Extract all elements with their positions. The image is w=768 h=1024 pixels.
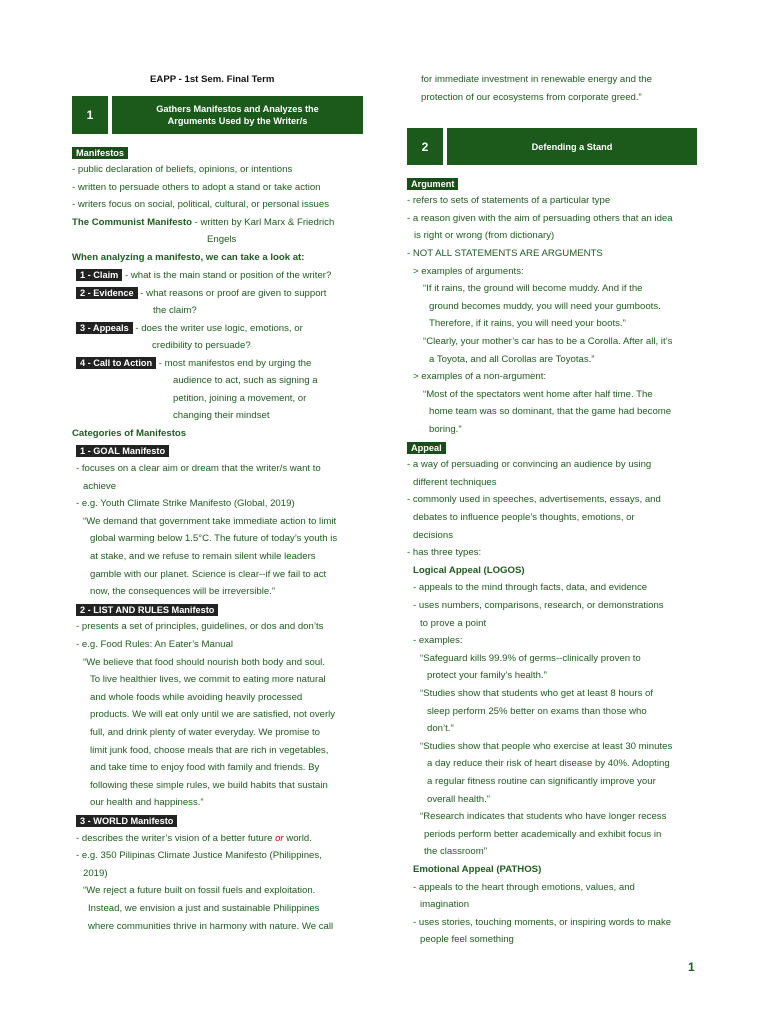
world-manifesto-tag: 3 - WORLD Manifesto xyxy=(76,815,177,827)
goal-quote-5: now, the consequences will be irreversible.” xyxy=(90,586,276,597)
world-desc-1c: world. xyxy=(283,833,312,844)
goal-quote-1: “We demand that government take immediate action to limit xyxy=(83,516,337,527)
call-to-action-text-4: changing their mindset xyxy=(173,410,270,421)
section-2-title: Defending a Stand xyxy=(447,128,697,165)
goal-quote-2: global warming below 1.5°C. The future of today’s youth is xyxy=(90,533,338,544)
appeal-def-2: different techniques xyxy=(413,477,497,488)
list-quote-4: products. We will eat only until we are satisfied, not overly xyxy=(90,709,336,720)
section-1-title xyxy=(112,96,363,134)
evidence-text-cont: the claim? xyxy=(153,305,197,316)
manifesto-purpose: - written to persuade others to adopt a stand or take action xyxy=(72,182,321,193)
evidence-tag: 2 - Evidence xyxy=(76,287,138,299)
logos-heading: Logical Appeal (LOGOS) xyxy=(413,565,525,576)
manifesto-definition: - public declaration of beliefs, opinions, or intentions xyxy=(72,164,293,175)
pathos-heading: Emotional Appeal (PATHOS) xyxy=(413,864,542,875)
argument-example-1b: ground becomes muddy, you will need your gumboots. xyxy=(429,301,661,312)
list-quote-3: and whole foods while avoiding heavily processed xyxy=(90,692,303,703)
call-to-action-tag: 4 - Call to Action xyxy=(76,357,156,369)
list-manifesto-tag: 2 - LIST AND RULES Manifesto xyxy=(76,604,218,616)
list-desc-1: - presents a set of principles, guidelines, or dos and don’ts xyxy=(76,621,324,632)
world-desc-1 xyxy=(76,833,312,845)
appeal-def-5: decisions xyxy=(413,530,453,541)
logos-desc-2: - uses numbers, comparisons, research, or demonstrations xyxy=(413,600,664,611)
logos-quote-2c: don’t.” xyxy=(427,723,454,734)
goal-example: - e.g. Youth Climate Strike Manifesto (Global, 2019) xyxy=(76,498,295,509)
section-1-title-line1: Gathers Manifestos and Analyzes the xyxy=(156,104,319,114)
list-quote-8: following these simple rules, we build habits that sustain xyxy=(90,780,328,791)
section-2-number: 2 xyxy=(407,128,443,165)
appeal-tag: Appeal xyxy=(407,442,446,454)
logos-quote-3d: overall health.” xyxy=(427,794,490,805)
appeal-def-1: - a way of persuading or convincing an audience by using xyxy=(407,459,652,470)
call-to-action-text: - most manifestos end by urging the xyxy=(156,358,312,369)
pathos-desc-1: - appeals to the heart through emotions, values, and xyxy=(413,882,635,893)
logos-quote-1a: “Safeguard kills 99.9% of germs--clinically proven to xyxy=(420,653,641,664)
non-argument-example-b: home team was so dominant, that the game had become xyxy=(429,406,672,417)
appeals-line xyxy=(76,322,303,335)
goal-manifesto-tag: 1 - GOAL Manifesto xyxy=(76,445,169,457)
goal-quote-4: gamble with our planet. Science is clear--if we fail to act xyxy=(90,569,327,580)
logos-quote-4c: the classroom” xyxy=(424,846,487,857)
section-1-title-line2: Arguments Used by the Writer/s xyxy=(167,116,308,126)
logos-quote-3a: “Studies show that people who exercise at least 30 minutes xyxy=(420,741,673,752)
logos-desc-1: - appeals to the mind through facts, data, and evidence xyxy=(413,582,648,593)
argument-example-1a: “If it rains, the ground will become muddy. And if the xyxy=(423,283,643,294)
manifesto-focus: - writers focus on social, political, cultural, or personal issues xyxy=(72,199,330,210)
list-quote-7: and take time to enjoy food with family and friends. By xyxy=(90,762,320,773)
goal-desc-2: achieve xyxy=(83,481,117,492)
claim-text: - what is the main stand or position of the writer? xyxy=(122,270,332,281)
list-quote-9: our health and happiness.” xyxy=(90,797,204,808)
call-to-action-line xyxy=(76,357,311,370)
argument-def-1: - refers to sets of statements of a particular type xyxy=(407,195,611,206)
argument-example-2a: “Clearly, your mother’s car has to be a Corolla. After all, it’s xyxy=(423,336,673,347)
logos-quote-4a: “Research indicates that students who have longer recess xyxy=(420,811,667,822)
call-to-action-text-2: audience to act, such as signing a xyxy=(173,375,318,386)
list-quote-2: To live healthier lives, we commit to eating more natural xyxy=(90,674,326,685)
world-quote-cont-1: for immediate investment in renewable energy and the xyxy=(421,74,652,85)
world-desc-or: or xyxy=(275,833,284,844)
manifestos-tag: Manifestos xyxy=(72,147,128,159)
logos-desc-3: to prove a point xyxy=(420,618,487,629)
section-1-number: 1 xyxy=(72,96,108,134)
argument-example-1c: Therefore, if it rains, you will need your boots.” xyxy=(429,318,626,329)
logos-quote-3b: a day reduce their risk of heart disease by 40%. Adopting xyxy=(427,758,670,769)
world-example: - e.g. 350 Pilipinas Climate Justice Manifesto (Philippines, xyxy=(76,850,322,861)
call-to-action-text-3: petition, joining a movement, or xyxy=(173,393,307,404)
appeals-tag: 3 - Appeals xyxy=(76,322,133,334)
logos-examples: - examples: xyxy=(413,635,463,646)
appeal-def-3: - commonly used in speeches, advertisements, essays, and xyxy=(407,494,661,505)
pathos-desc-2: imagination xyxy=(420,899,470,910)
world-quote-cont-2: protection of our ecosystems from corporate greed.” xyxy=(421,92,642,103)
categories-heading: Categories of Manifestos xyxy=(72,428,187,439)
logos-quote-4b: periods perform better academically and exhibit focus in xyxy=(424,829,662,840)
logos-quote-2a: “Studies show that students who get at least 8 hours of xyxy=(420,688,654,699)
argument-tag: Argument xyxy=(407,178,458,190)
argument-def-4: - NOT ALL STATEMENTS ARE ARGUMENTS xyxy=(407,248,603,259)
communist-manifesto-author-cont: Engels xyxy=(207,234,237,245)
argument-def-2: - a reason given with the aim of persuading others that an idea xyxy=(407,213,673,224)
world-desc-1a: - describes the writer’s vision of a better future xyxy=(76,833,276,844)
goal-quote-3: at stake, and we refuse to remain silent while leaders xyxy=(90,551,316,562)
argument-def-3: is right or wrong (from dictionary) xyxy=(414,230,555,241)
appeal-def-6: - has three types: xyxy=(407,547,482,558)
pathos-desc-3: - uses stories, touching moments, or inspiring words to make xyxy=(413,917,672,928)
list-quote-6: limit junk food, choose meals that are rich in vegetables, xyxy=(90,745,329,756)
pathos-desc-4: people feel something xyxy=(420,934,514,945)
page-number: 1 xyxy=(688,960,695,974)
non-argument-example-c: boring.” xyxy=(429,424,462,435)
list-quote-5: full, and drink plenty of water everyday. We promise to xyxy=(90,727,321,738)
world-quote-2: Instead, we envision a just and sustainable Philippines xyxy=(88,903,320,914)
list-quote-1: “We believe that food should nourish both body and soul. xyxy=(83,657,325,668)
communist-manifesto-title: The Communist Manifesto xyxy=(72,217,192,228)
non-argument-example-a: “Most of the spectators went home after half time. The xyxy=(423,389,653,400)
appeals-text: - does the writer use logic, emotions, or xyxy=(132,323,303,334)
non-argument-heading: > examples of a non-argument: xyxy=(413,371,547,382)
world-quote-3: where communities thrive in harmony with nature. We call xyxy=(88,921,334,932)
logos-quote-1b: protect your family’s health.” xyxy=(427,670,547,681)
logos-quote-2b: sleep perform 25% better on exams than those who xyxy=(427,706,647,717)
communist-manifesto-author: - written by Karl Marx & Friedrich xyxy=(191,217,335,228)
evidence-line xyxy=(76,287,326,300)
document-title: EAPP - 1st Sem. Final Term xyxy=(150,74,275,85)
analyzing-heading: When analyzing a manifesto, we can take a look at: xyxy=(72,252,305,263)
world-example-year: 2019) xyxy=(83,868,108,879)
communist-manifesto-line xyxy=(72,217,334,229)
evidence-text: - what reasons or proof are given to support xyxy=(137,288,327,299)
world-quote-1: “We reject a future built on fossil fuels and exploitation. xyxy=(83,885,316,896)
claim-line xyxy=(76,269,331,282)
logos-quote-3c: a regular fitness routine can significantly improve your xyxy=(427,776,656,787)
goal-desc-1: - focuses on a clear aim or dream that the writer/s want to xyxy=(76,463,321,474)
appeals-text-cont: credibility to persuade? xyxy=(152,340,251,351)
appeal-def-4: debates to influence people’s thoughts, emotions, or xyxy=(413,512,635,523)
argument-examples-heading: > examples of arguments: xyxy=(413,266,524,277)
argument-example-2b: a Toyota, and all Corollas are Toyotas.” xyxy=(429,354,595,365)
claim-tag: 1 - Claim xyxy=(76,269,122,281)
list-example: - e.g. Food Rules: An Eater’s Manual xyxy=(76,639,233,650)
